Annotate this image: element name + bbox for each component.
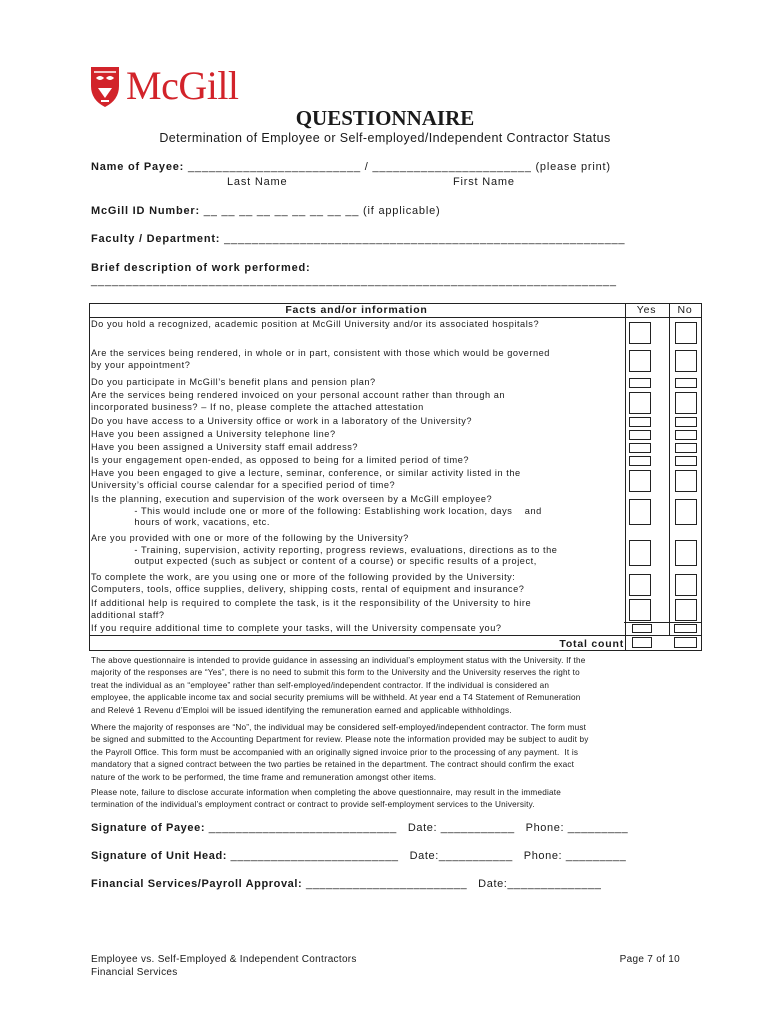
page-number: Page 7 of 10 xyxy=(619,954,680,965)
total-count-label: Total count xyxy=(559,638,624,650)
no-checkbox-4[interactable] xyxy=(675,392,697,414)
yes-checkbox-9[interactable] xyxy=(629,470,651,492)
no-checkbox-1[interactable] xyxy=(675,322,697,344)
mcgill-logo xyxy=(90,62,290,110)
yes-checkbox-10[interactable] xyxy=(629,499,651,525)
payee-name-line: _________________________ / _______________________ (please print) xyxy=(184,161,611,173)
payee-signature-label: Signature of Payee: xyxy=(91,822,206,834)
mcgill-id-line: __ __ __ __ __ __ __ __ __ (if applicable) xyxy=(199,205,441,217)
total-yes-box[interactable] xyxy=(632,637,652,648)
yes-checkbox-7[interactable] xyxy=(629,443,651,453)
no-checkbox-14[interactable] xyxy=(674,624,697,633)
question-1: Do you hold a recognized, academic position at McGill University and/or its associated hospitals? xyxy=(91,319,540,329)
unit-head-signature-field[interactable] xyxy=(91,850,626,862)
footer-doc-title: Employee vs. Self-Employed & Independent Contractors Financial Services xyxy=(91,954,357,978)
yes-checkbox-8[interactable] xyxy=(629,456,651,466)
no-checkbox-6[interactable] xyxy=(675,430,697,440)
mcgill-id-label: McGill ID Number: xyxy=(91,205,200,217)
no-checkbox-12[interactable] xyxy=(675,574,697,596)
question-3: Do you participate in McGill’s benefit plans and pension plan? xyxy=(91,377,376,387)
payee-signature-field[interactable] xyxy=(91,822,628,834)
total-no-box[interactable] xyxy=(674,637,697,648)
yes-checkbox-3[interactable] xyxy=(629,378,651,388)
no-checkbox-9[interactable] xyxy=(675,470,697,492)
last-name-caption: Last Name xyxy=(227,176,288,188)
question-11: Are you provided with one or more of the following by the University? - Training, supervision, activity reporting, progress reviews, evaluations, directions as to the output expected (such as subject or content of a course) or specific results of a project, xyxy=(91,533,558,566)
financial-approval-line: ________________________ Date:______________ xyxy=(302,878,602,890)
page-title: QUESTIONNAIRE xyxy=(295,106,475,130)
questionnaire-table xyxy=(89,303,701,650)
question-7: Have you been assigned a University staff email address? xyxy=(91,442,359,452)
faculty-department-label: Faculty / Department: xyxy=(91,233,221,245)
payee-name-field[interactable] xyxy=(91,161,611,173)
no-checkbox-8[interactable] xyxy=(675,456,697,466)
mcgill-crest-icon xyxy=(90,64,120,108)
no-checkbox-2[interactable] xyxy=(675,350,697,372)
faculty-department-field[interactable] xyxy=(91,233,625,245)
header-yes: Yes xyxy=(636,304,657,316)
yes-checkbox-13[interactable] xyxy=(629,599,651,621)
paragraph-yes-majority: The above questionnaire is intended to provide guidance in assessing an individual’s employment status with the University. If the majority of the responses are “Yes”, there is no need to submit this form to the University and the University reserves the right to treat the individual as an “employee” rather than self-employed/independent contractor. If the individual is considered an employee, the applicable income tax and social security premiums will be withheld. At year end a T4 Statement of Remuneration and Relevé 1 Revenu d’Emploi will be issued identifying the remuneration earned and applicable withholdings. xyxy=(91,656,586,715)
payee-name-label: Name of Payee: xyxy=(91,161,185,173)
no-checkbox-5[interactable] xyxy=(675,417,697,427)
no-checkbox-13[interactable] xyxy=(675,599,697,621)
no-checkbox-3[interactable] xyxy=(675,378,697,388)
question-14: If you require additional time to complete your tasks, will the University compensate you? xyxy=(91,623,502,633)
financial-approval-field[interactable] xyxy=(91,878,602,890)
paragraph-disclosure: Please note, failure to disclose accurate information when completing the above questionnaire, may result in the immediate termination of the individual’s employment contract or contract to provide self-employment services to the University. xyxy=(91,788,561,810)
question-10: Is the planning, execution and supervision of the work overseen by a McGill employee? - This would include one or more of the following: Establishing work location, days and hours of work, vacations, etc. xyxy=(91,494,542,527)
question-8: Is your engagement open-ended, as opposed to being for a limited period of time? xyxy=(91,455,470,465)
first-name-caption: First Name xyxy=(453,176,515,188)
header-no: No xyxy=(677,304,693,316)
yes-checkbox-6[interactable] xyxy=(629,430,651,440)
page-subtitle: Determination of Employee or Self-employed/Independent Contractor Status xyxy=(159,131,611,145)
no-checkbox-7[interactable] xyxy=(675,443,697,453)
financial-approval-label: Financial Services/Payroll Approval: xyxy=(91,878,303,890)
brief-description-label: Brief description of work performed: xyxy=(91,262,311,274)
yes-checkbox-14[interactable] xyxy=(632,624,652,633)
mcgill-id-field[interactable] xyxy=(91,205,440,217)
yes-checkbox-1[interactable] xyxy=(629,322,651,344)
question-12: To complete the work, are you using one or more of the following provided by the University: Computers, tools, office supplies, delivery, shipping costs, rental of equipment and insurance? xyxy=(91,572,525,594)
question-5: Do you have access to a University office or work in a laboratory of the University? xyxy=(91,416,473,426)
yes-checkbox-12[interactable] xyxy=(629,574,651,596)
yes-checkbox-4[interactable] xyxy=(629,392,651,414)
no-checkbox-10[interactable] xyxy=(675,499,697,525)
paragraph-no-majority: Where the majority of responses are “No”, the individual may be considered self-employed/independent contractor. The form must be signed and submitted to the Accounting Department for review. Please note the information provided may be subject to audit by the Payroll Office. This form must be accompanied with an originally signed invoice prior to the processing of any payment. It is mandatory that a signed contract between the two parties be retained in the department. The contract should confirm the exact nature of the work to be performed, the time frame and remuneration amongst other items. xyxy=(91,723,589,782)
no-checkbox-11[interactable] xyxy=(675,540,697,566)
question-2: Are the services being rendered, in whole or in part, consistent with those which would be governed by your appointment? xyxy=(91,348,550,370)
question-9: Have you been engaged to give a lecture, seminar, conference, or similar activity listed in the University’s official course calendar for a specified period of time? xyxy=(91,468,521,490)
yes-checkbox-2[interactable] xyxy=(629,350,651,372)
unit-head-signature-label: Signature of Unit Head: xyxy=(91,850,228,862)
yes-checkbox-11[interactable] xyxy=(629,540,651,566)
faculty-department-line: __________________________________________________________ xyxy=(220,233,626,245)
logo-wordmark: McGill xyxy=(126,63,239,108)
question-6: Have you been assigned a University telephone line? xyxy=(91,429,336,439)
header-facts: Facts and/or information xyxy=(285,304,428,316)
brief-description-line[interactable]: ____________________________________________________________________________ xyxy=(91,275,617,287)
payee-signature-line: ____________________________ Date: ___________ Phone: _________ xyxy=(205,822,629,834)
yes-checkbox-5[interactable] xyxy=(629,417,651,427)
unit-head-signature-line: _________________________ Date:___________ Phone: _________ xyxy=(227,850,627,862)
question-4: Are the services being rendered invoiced on your personal account rather than through an incorporated business? – If no, please complete the attached attestation xyxy=(91,390,506,412)
question-13: If additional help is required to complete the task, is it the responsibility of the University to hire additional staff? xyxy=(91,598,532,620)
